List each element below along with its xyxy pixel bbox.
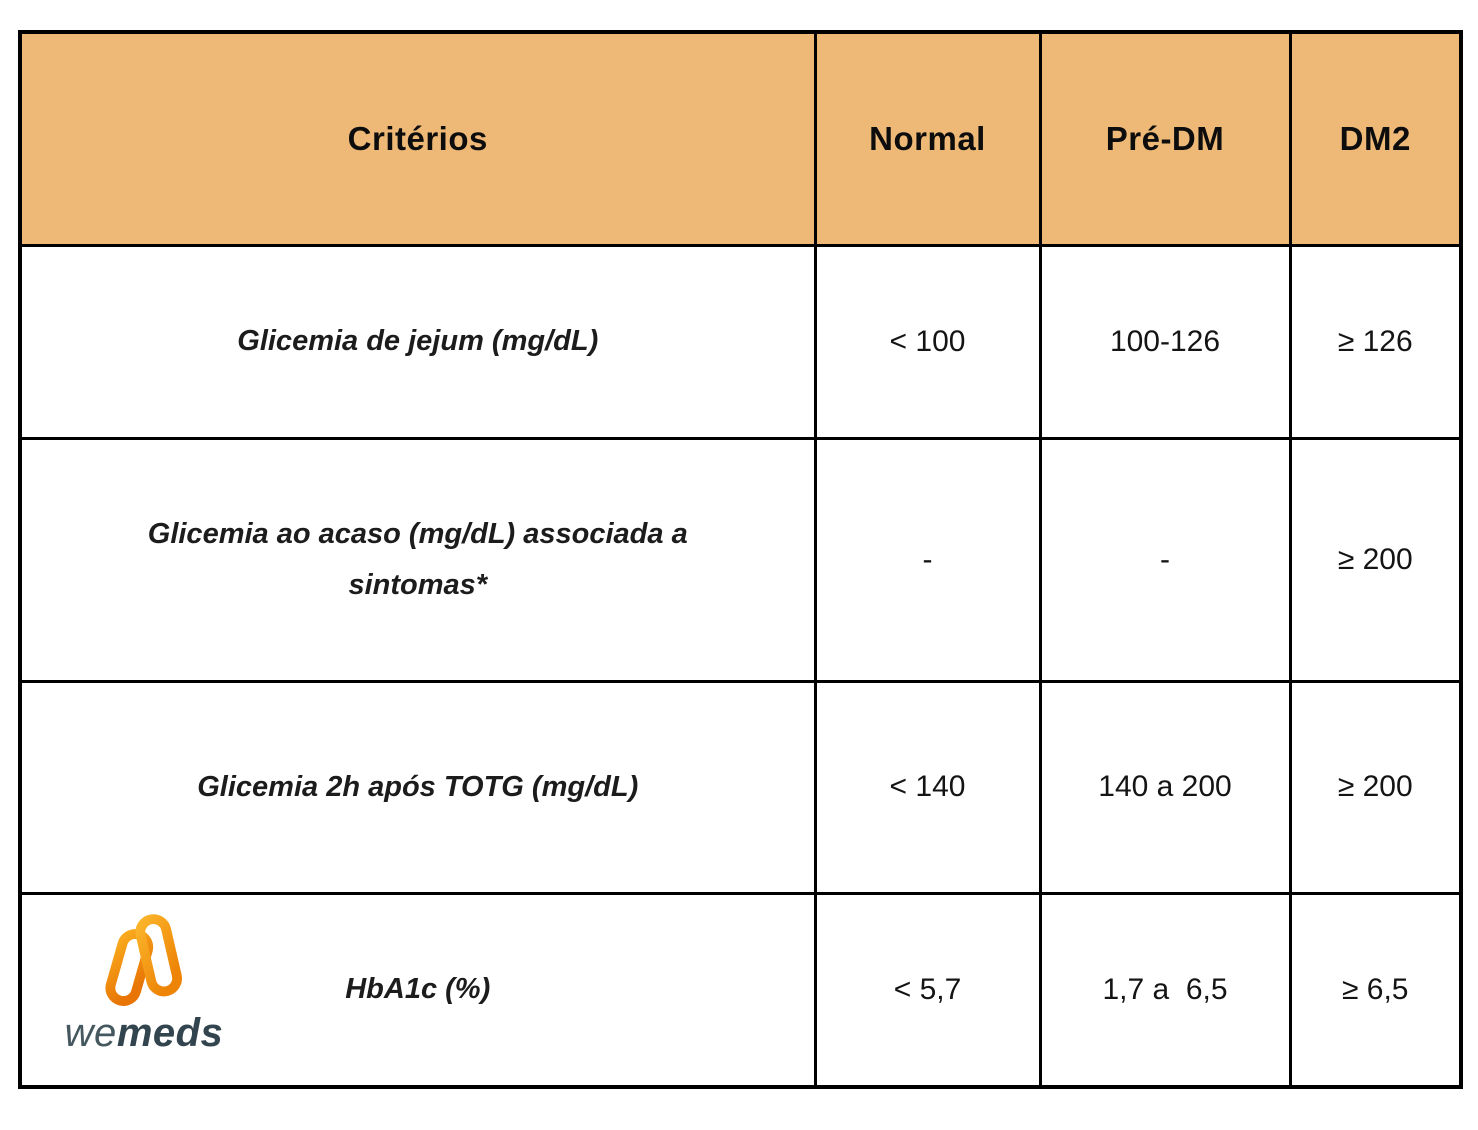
value-cell-dm2: ≥ 200 [1290, 681, 1461, 893]
value-cell-pre-dm: 140 a 200 [1040, 681, 1290, 893]
wordmark-meds: meds [116, 1010, 224, 1055]
criteria-label: Glicemia 2h após TOTG (mg/dL) [197, 770, 639, 803]
wordmark-we: we [64, 1010, 117, 1055]
header-row [20, 32, 1461, 245]
header-cell-dm2: DM2 [1290, 32, 1461, 245]
value-cell-pre-dm: 100-126 [1040, 245, 1290, 438]
value-cell-dm2: ≥ 6,5 [1290, 893, 1461, 1087]
value-cell-dm2: ≥ 200 [1290, 438, 1461, 681]
value-cell-normal: < 5,7 [815, 893, 1040, 1087]
value-cell-pre-dm: - [1040, 438, 1290, 681]
value-cell-normal: - [815, 438, 1040, 681]
table-row-glicemia-jejum [20, 245, 1461, 438]
table-row-glicemia-totg [20, 681, 1461, 893]
criteria-label: HbA1c (%) [345, 973, 491, 1006]
criteria-cell [20, 893, 815, 1087]
value-cell-normal: < 140 [815, 681, 1040, 893]
header-cell-criterios: Critérios [20, 32, 815, 245]
wemeds-wordmark [64, 1010, 224, 1055]
diagnostic-criteria-table [18, 30, 1463, 1089]
criteria-label: Glicemia de jejum (mg/dL) [237, 325, 599, 358]
table-row-hba1c [20, 893, 1461, 1087]
header-cell-pre-dm: Pré-DM [1040, 32, 1290, 245]
criteria-label: Glicemia ao acaso (mg/dL) associada a sintomas* [147, 517, 688, 601]
wemeds-logo [58, 911, 230, 1053]
criteria-cell [20, 245, 815, 438]
wemeds-monogram-icon [95, 911, 193, 1011]
criteria-cell [20, 681, 815, 893]
table-row-glicemia-acaso [20, 438, 1461, 681]
value-cell-dm2: ≥ 126 [1290, 245, 1461, 438]
value-cell-pre-dm: 1,7 a 6,5 [1040, 893, 1290, 1087]
criteria-cell [20, 438, 815, 681]
header-cell-normal: Normal [815, 32, 1040, 245]
value-cell-normal: < 100 [815, 245, 1040, 438]
